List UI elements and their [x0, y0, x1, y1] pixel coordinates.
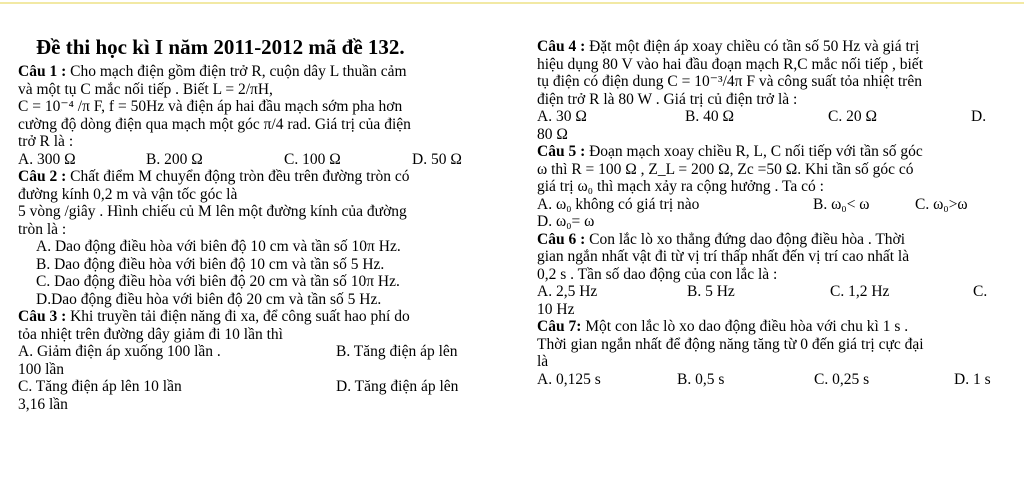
- q1-options: [18, 151, 496, 169]
- q2-text-4: tròn là :: [18, 220, 67, 238]
- q1-text-4: cường độ dòng điện qua mạch một góc π/4 rad. Giá trị của điện: [18, 115, 411, 133]
- left-column: [18, 34, 496, 413]
- q6-text-3: 0,2 s . Tần số dao động của con lắc là :: [537, 265, 778, 283]
- q4-options: [537, 108, 1011, 126]
- q4-text-3: tụ điện có điện dung C = 10⁻³/4π F và công suất tỏa nhiệt trên: [537, 73, 922, 90]
- q2-option-c[interactable]: C. Dao động điều hòa với biên độ 20 cm và tần số 10π Hz.: [36, 273, 400, 290]
- q7-text-2: Thời gian ngắn nhất để động năng tăng từ 0 đến giá trị cực đại: [537, 335, 924, 353]
- q7-label: Câu 7:: [537, 318, 582, 335]
- q3-option-d[interactable]: D. Tăng điện áp lên: [336, 378, 459, 395]
- q6-option-d[interactable]: C.: [973, 283, 988, 300]
- q1-option-b[interactable]: B. 200 Ω: [146, 150, 203, 168]
- q7-option-d[interactable]: D. 1 s: [954, 370, 991, 388]
- q1-text-2: và một tụ C mắc nối tiếp . Biết L = 2/πH,: [18, 80, 273, 98]
- q4-option-b[interactable]: B. 40 Ω: [685, 108, 734, 125]
- q3-text-2: tỏa nhiệt trên đường dây giảm đi 10 lần thì: [18, 325, 283, 343]
- q5-text-1: Đoạn mạch xoay chiều R, L, C nối tiếp với tần số góc: [585, 143, 923, 160]
- q3-option-b-cont: 100 lần: [18, 360, 65, 378]
- q3-text-1: Khi truyền tải điện năng đi xa, để công suất hao phí do: [66, 308, 410, 325]
- q4-text-2: hiệu dụng 80 V vào hai đầu đoạn mạch R,C mắc nối tiếp , biết: [537, 55, 923, 73]
- q6-option-c[interactable]: C. 1,2 Hz: [830, 283, 890, 300]
- q3-option-d-cont: 3,16 lần: [18, 395, 68, 413]
- q2-text-2: đường kính 0,2 m và vận tốc góc là: [18, 185, 238, 203]
- q5-text-3: giá trị ω₀ thì mạch xảy ra cộng hưởng . Ta có :: [537, 178, 824, 195]
- q4-option-d[interactable]: D.: [971, 108, 987, 125]
- q4-option-a[interactable]: A. 30 Ω: [537, 108, 587, 125]
- q4-label: Câu 4 :: [537, 38, 586, 55]
- question-4: [537, 38, 1011, 143]
- q7-option-a[interactable]: A. 0,125 s: [537, 370, 601, 388]
- top-divider: [0, 2, 1024, 4]
- question-6: [537, 231, 1011, 319]
- q6-text-1: Con lắc lò xo thẳng đứng dao động điều hòa . Thời: [585, 230, 906, 248]
- question-5: [537, 143, 1011, 231]
- q1-option-a[interactable]: A. 300 Ω: [18, 150, 76, 168]
- q6-options: [537, 283, 1011, 301]
- q3-option-a[interactable]: A. Giảm điện áp xuống 100 lần .: [18, 343, 221, 360]
- q6-option-b[interactable]: B. 5 Hz: [687, 283, 735, 300]
- q1-option-d[interactable]: D. 50 Ω: [412, 150, 462, 168]
- q2-label: Câu 2 :: [18, 168, 67, 185]
- q4-text-1: Đặt một điện áp xoay chiều có tần số 50 Hz và giá trị: [585, 38, 920, 55]
- q3-option-c[interactable]: C. Tăng điện áp lên 10 lần: [18, 378, 182, 395]
- q3-label: Câu 3 :: [18, 308, 67, 325]
- q5-option-d[interactable]: D. ω₀= ω: [537, 213, 595, 230]
- q5-text-2: ω thì R = 100 Ω , Z_L = 200 Ω, Zc =50 Ω. Khi tần số góc có: [537, 160, 914, 178]
- question-1: [18, 63, 496, 168]
- q4-text-4: điện trở R là 80 W . Giá trị củ điện trở là :: [537, 90, 798, 108]
- q5-option-c[interactable]: C. ω₀>ω: [915, 195, 968, 213]
- q1-text-1: Cho mạch điện gồm điện trở R, cuộn dây L thuần cảm: [66, 63, 407, 80]
- question-2: [18, 168, 496, 308]
- q2-option-d[interactable]: D.Dao động điều hòa với biên độ 20 cm và tần số 5 Hz.: [36, 290, 382, 308]
- q5-option-a[interactable]: A. ω₀ không có giá trị nào: [537, 195, 700, 213]
- exam-title: Đề thi học kì I năm 2011-2012 mã đề 132.: [36, 35, 405, 59]
- q1-option-c[interactable]: C. 100 Ω: [284, 150, 341, 168]
- q2-text-3: 5 vòng /giây . Hình chiếu củ M lên một đường kính của đường: [18, 203, 407, 220]
- q6-label: Câu 6 :: [537, 230, 586, 248]
- q1-text-5: trở R là :: [18, 133, 74, 150]
- q5-options: [537, 196, 1011, 214]
- question-7: [537, 318, 1011, 388]
- q6-option-a[interactable]: A. 2,5 Hz: [537, 283, 598, 300]
- question-3: [18, 308, 496, 413]
- q2-option-a[interactable]: A. Dao động điều hòa với biên độ 10 cm và tần số 10π Hz.: [36, 238, 401, 255]
- right-column: [537, 38, 1011, 388]
- q7-options: [537, 371, 1011, 389]
- q1-text-3: C = 10⁻⁴ /π F, f = 50Hz và điện áp hai đầu mạch sớm pha hơn: [18, 98, 403, 115]
- q5-label: Câu 5 :: [537, 143, 586, 160]
- q4-option-c[interactable]: C. 20 Ω: [828, 108, 877, 125]
- q7-option-b[interactable]: B. 0,5 s: [677, 370, 725, 388]
- q5-option-b[interactable]: B. ω₀< ω: [813, 195, 870, 213]
- q7-option-c[interactable]: C. 0,25 s: [814, 370, 870, 388]
- q1-label: Câu 1 :: [18, 63, 67, 80]
- q6-option-d-cont: 10 Hz: [537, 300, 575, 318]
- q3-option-b[interactable]: B. Tăng điện áp lên: [336, 343, 458, 360]
- q3-options-row-1: [18, 343, 496, 361]
- q3-options-row-2: [18, 378, 496, 396]
- q6-text-2: gian ngắn nhất vật đi từ vị trí thấp nhất đến vị trí cao nhất là: [537, 248, 910, 265]
- q2-option-b[interactable]: B. Dao động điều hòa với biên độ 10 cm và tần số 5 Hz.: [36, 255, 385, 273]
- q7-text-3: là: [537, 353, 549, 370]
- q7-text-1: Một con lắc lò xo dao động điều hòa với chu kì 1 s .: [581, 318, 909, 335]
- q2-text-1: Chất điểm M chuyển động tròn đều trên đường tròn có: [66, 168, 410, 185]
- q4-option-d-cont: 80 Ω: [537, 125, 568, 143]
